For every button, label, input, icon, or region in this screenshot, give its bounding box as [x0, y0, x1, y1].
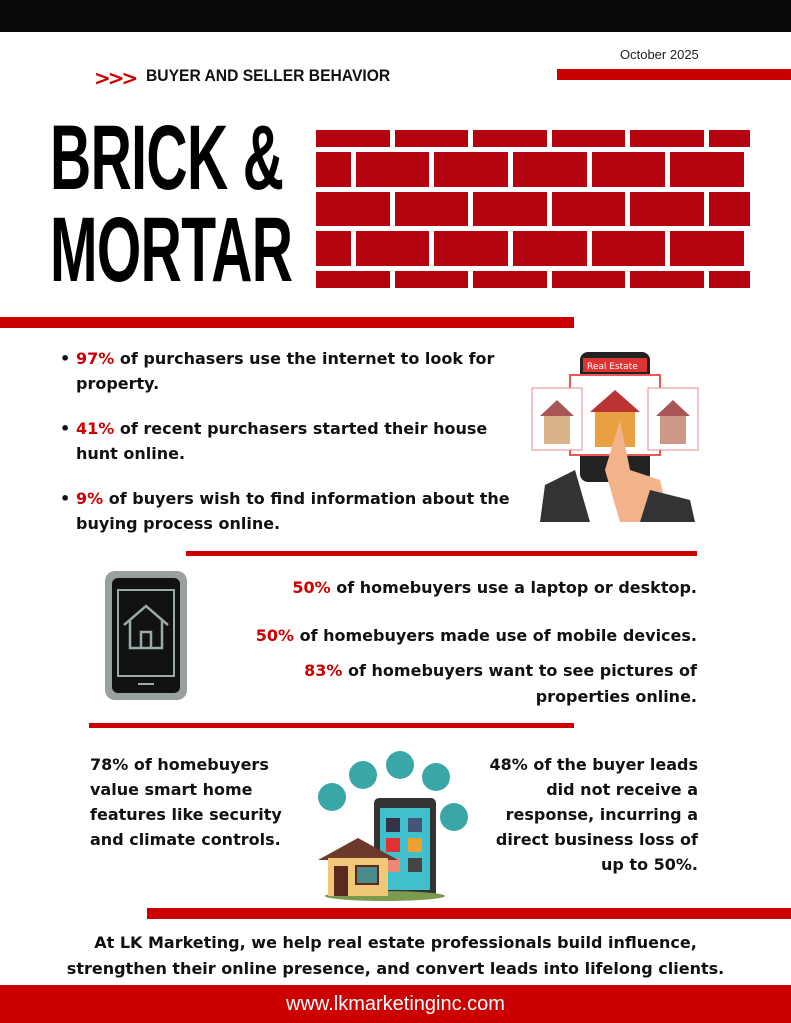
stat-text: 50% of homebuyers use a laptop or desktop. [292, 578, 697, 597]
brick [552, 271, 625, 288]
brick [592, 152, 665, 187]
brick [670, 152, 744, 187]
brick [709, 192, 750, 226]
brick [552, 130, 625, 147]
real-estate-tablet-illustration [530, 350, 700, 522]
footer-website-link[interactable]: www.lkmarketinginc.com [0, 985, 791, 1023]
smartphone-home-icon [104, 570, 188, 701]
brick [513, 152, 587, 187]
brick [630, 192, 704, 226]
brick [316, 231, 351, 266]
brick [316, 152, 351, 187]
brick [473, 130, 547, 147]
list-item: • 97% of purchasers use the internet to look for property. [60, 346, 530, 396]
page-title-line1: BRICK & [50, 107, 284, 209]
page-title-line2: MORTAR [50, 199, 293, 301]
chevrons-icon: >>> [94, 66, 136, 90]
stat-text: 83% of homebuyers want to see pictures of properties online. [304, 661, 697, 706]
brick [552, 192, 625, 226]
closing-statement: At LK Marketing, we help real estate professionals build influence, strengthen their online presence, and convert leads into lifelong clients. [66, 933, 725, 978]
section-kicker: BUYER AND SELLER BEHAVIOR [146, 66, 391, 85]
brick [316, 130, 390, 147]
divider [557, 69, 791, 80]
brick [434, 152, 508, 187]
lead-response-stat: 48% of the buyer leads did not receive a response, incurring a direct business loss of up to 50%. [489, 755, 698, 874]
list-item: • 9% of buyers wish to find information about the buying process online. [60, 486, 530, 536]
brick [395, 192, 468, 226]
top-bar [0, 0, 791, 32]
stat-text: 50% of homebuyers made use of mobile devices. [255, 626, 697, 645]
stats-list [60, 346, 530, 556]
brick [513, 231, 587, 266]
brick [670, 231, 744, 266]
brick [356, 152, 429, 187]
date: October 2025 [620, 47, 699, 62]
brick [316, 271, 390, 288]
smart-home-stat: 78% of homebuyers value smart home features like security and climate controls. [90, 755, 282, 849]
brick [356, 231, 429, 266]
brick [473, 192, 547, 226]
list-item: • 41% of recent purchasers started their house hunt online. [60, 416, 530, 466]
brick [316, 192, 390, 226]
brick [709, 271, 750, 288]
brick [630, 271, 704, 288]
brick [709, 130, 750, 147]
brick [473, 271, 547, 288]
brick-wall-graphic [316, 130, 750, 288]
divider [0, 317, 574, 328]
divider [186, 551, 697, 556]
smart-home-devices-illustration [310, 750, 500, 905]
svg-text:Real Estate: Real Estate [587, 362, 638, 372]
brick [395, 130, 468, 147]
brick [630, 130, 704, 147]
divider [147, 908, 791, 919]
divider [89, 723, 574, 728]
brick [592, 231, 665, 266]
brick [395, 271, 468, 288]
brick [434, 231, 508, 266]
